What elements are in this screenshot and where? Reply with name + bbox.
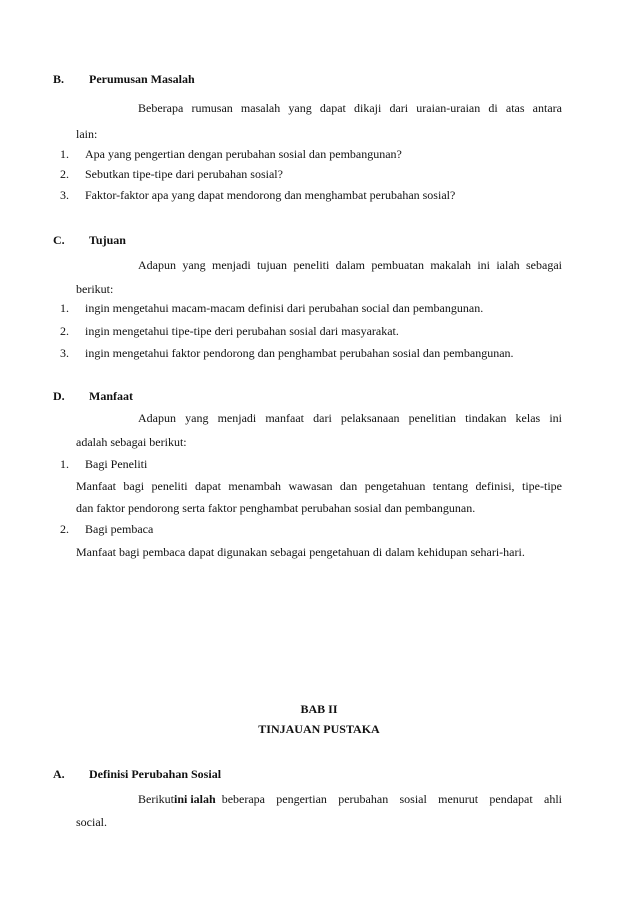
section-a-line1 <box>138 792 562 806</box>
section-d-item-1-num: 1. <box>60 457 69 471</box>
section-d-item-2-text: Bagi pembaca <box>85 522 154 536</box>
chapter-title: TINJAUAN PUSTAKA <box>258 722 380 736</box>
section-d-letter: D. <box>53 389 65 403</box>
section-d-item-2-num: 2. <box>60 522 69 536</box>
section-c-intro-line2: berikut: <box>76 282 114 296</box>
chapter-number: BAB II <box>300 702 338 716</box>
section-b-item-2-text: Sebutkan tipe-tipe dari perubahan sosial? <box>85 167 283 181</box>
section-d-item-1-text: Bagi Peneliti <box>85 457 148 471</box>
section-d-item-1-body-line2: dan faktor pendorong serta faktor penghambat perubahan sosial dan pembangunan. <box>76 501 476 515</box>
section-c-item-2-num: 2. <box>60 324 69 338</box>
section-a-title: Definisi Perubahan Sosial <box>89 767 222 781</box>
section-c-title: Tujuan <box>89 233 126 247</box>
section-c-item-3-num: 3. <box>60 346 69 360</box>
section-d-intro-line2: adalah sebagai berikut: <box>76 435 187 449</box>
section-a-line1-after: beberapa pengertian perubahan sosial menurut pendapat ahli <box>221 792 562 806</box>
section-c-item-3-text: ingin mengetahui faktor pendorong dan penghambat perubahan sosial dan pembangunan. <box>85 346 514 360</box>
section-b-item-3-text: Faktor-faktor apa yang dapat mendorong dan menghambat perubahan sosial? <box>85 188 456 202</box>
section-c-item-2-text: ingin mengetahui tipe-tipe deri perubahan sosial dari masyarakat. <box>85 324 399 338</box>
section-b-intro-line1: Beberapa rumusan masalah yang dapat dikaji dari uraian-uraian di atas antara <box>138 101 562 115</box>
section-b-item-3-num: 3. <box>60 188 69 202</box>
section-b-item-2-num: 2. <box>60 167 69 181</box>
section-a-line1-before: Berikut <box>138 792 174 806</box>
section-b-title: Perumusan Masalah <box>89 72 195 86</box>
section-c-item-1-num: 1. <box>60 301 69 315</box>
section-a-line1-bold: ini ialah <box>174 792 216 806</box>
section-d-item-1-body-line1: Manfaat bagi peneliti dapat menambah wawasan dan pengetahuan tentang definisi, tipe-tipe <box>76 479 562 493</box>
section-c-item-1-text: ingin mengetahui macam-macam definisi dari perubahan social dan pembangunan. <box>85 301 484 315</box>
section-b-item-1-text: Apa yang pengertian dengan perubahan sosial dan pembangunan? <box>85 147 402 161</box>
section-b-item-1-num: 1. <box>60 147 69 161</box>
section-a-letter: A. <box>53 767 65 781</box>
section-d-item-2-body-line1: Manfaat bagi pembaca dapat digunakan sebagai pengetahuan di dalam kehidupan sehari-hari. <box>76 545 525 559</box>
section-c-letter: C. <box>53 233 65 247</box>
section-a-line2: social. <box>76 815 107 829</box>
section-d-intro-line1: Adapun yang menjadi manfaat dari pelaksanaan penelitian tindakan kelas ini <box>138 411 562 425</box>
section-c-intro-line1: Adapun yang menjadi tujuan peneliti dalam pembuatan makalah ini ialah sebagai <box>138 258 562 272</box>
section-b-intro-line2: lain: <box>76 127 98 141</box>
section-b-letter: B. <box>53 72 65 86</box>
section-d-title: Manfaat <box>89 389 133 403</box>
